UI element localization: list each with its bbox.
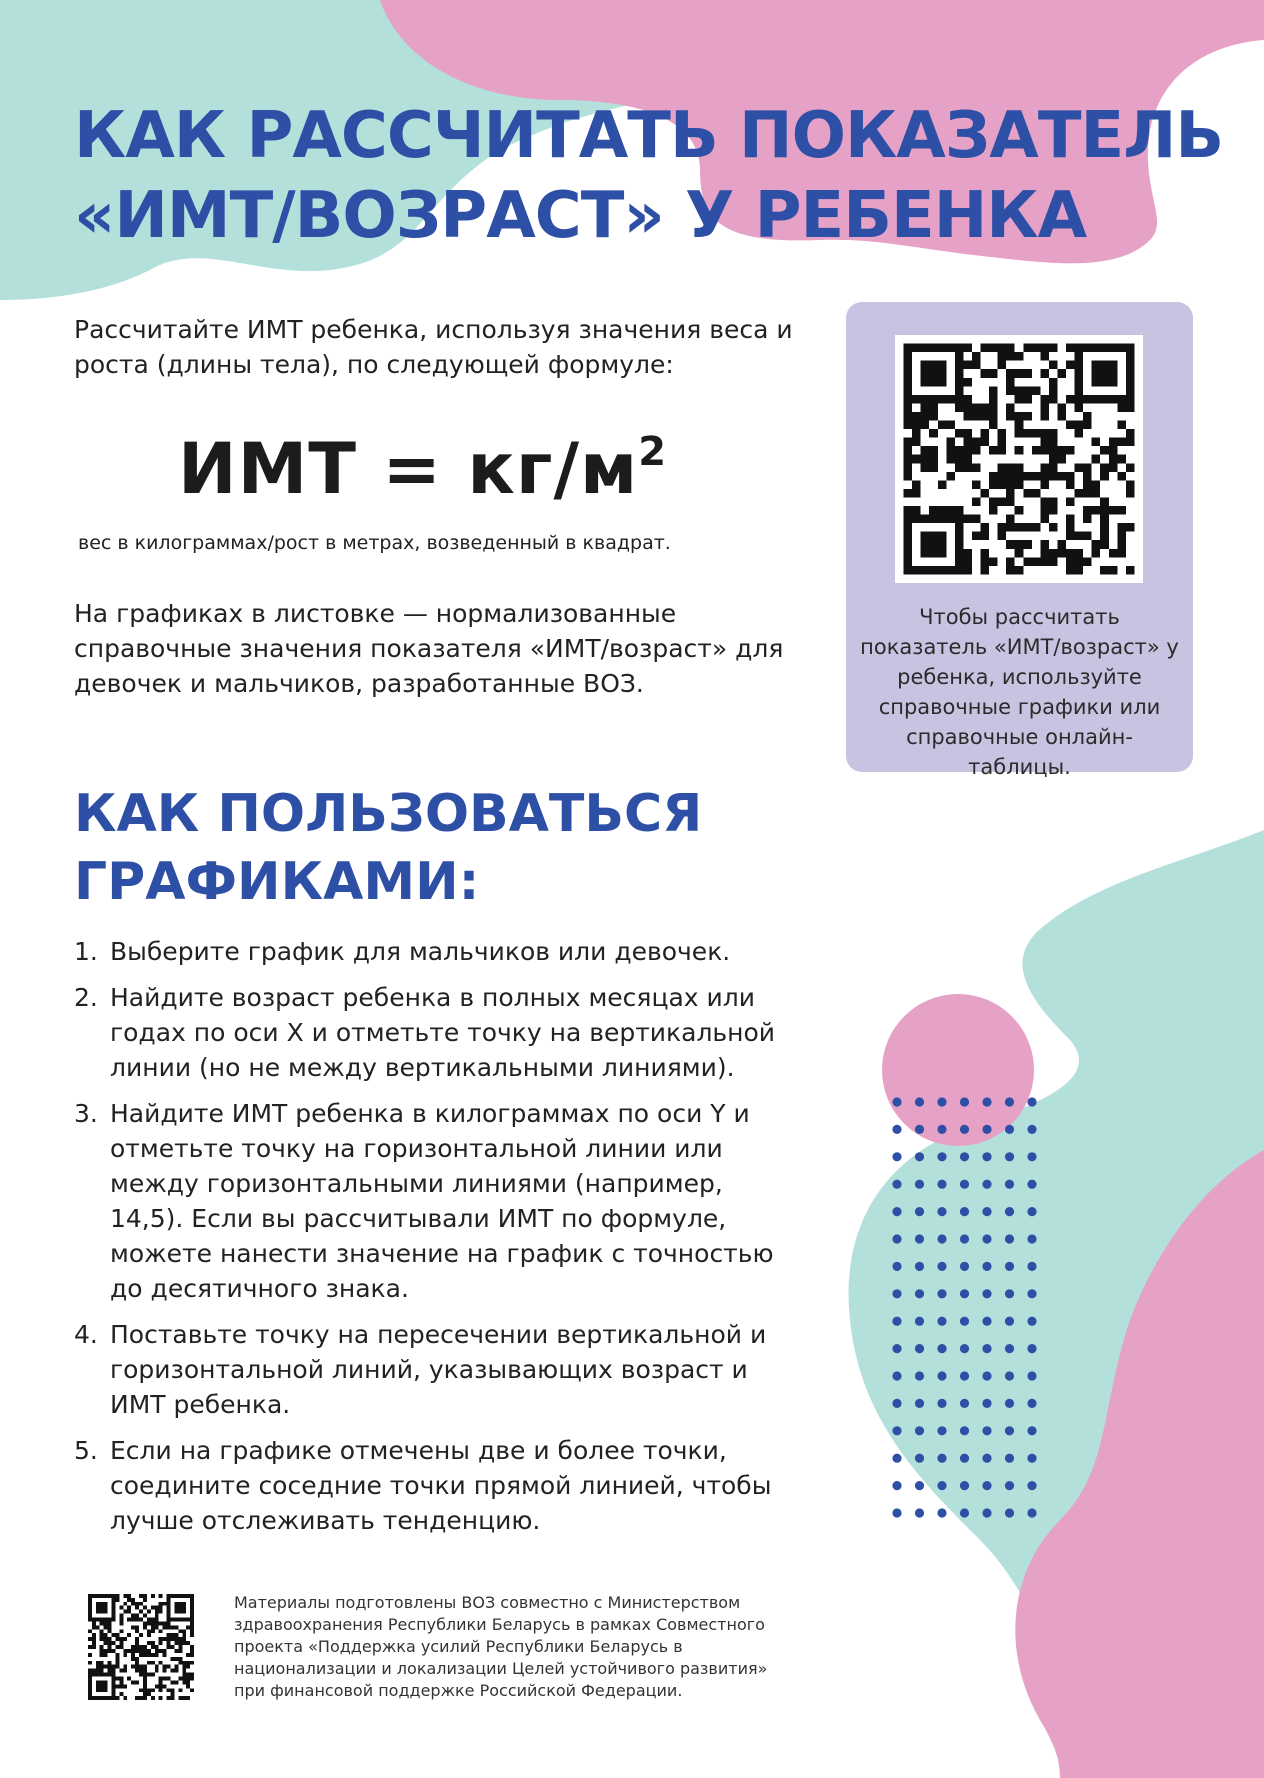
decor-dot (1027, 1426, 1036, 1435)
decor-dot (960, 1454, 969, 1463)
decor-dot (915, 1317, 924, 1326)
decor-dot (892, 1125, 901, 1134)
decor-dot (892, 1289, 901, 1298)
decor-dot (937, 1399, 946, 1408)
decor-dot (1005, 1180, 1014, 1189)
decor-dot (915, 1426, 924, 1435)
decor-dot (1005, 1234, 1014, 1243)
decor-dot (937, 1344, 946, 1353)
formula-exponent: 2 (638, 428, 668, 475)
decor-dot (937, 1289, 946, 1298)
decor-dot (982, 1399, 991, 1408)
decor-dot (892, 1399, 901, 1408)
formula-main: ИМТ = кг/м (178, 428, 639, 510)
decor-dot (915, 1152, 924, 1161)
decor-dot (1005, 1207, 1014, 1216)
decor-dot (982, 1289, 991, 1298)
qr-code-icon[interactable] (84, 1590, 198, 1704)
decor-dot (892, 1426, 901, 1435)
qr-code-icon[interactable] (895, 335, 1143, 583)
decor-dot (937, 1317, 946, 1326)
step-text: Если на графике отмечены две и более точки, соедините соседние точки прямой линией, чтобы лучше отслеживать тенденцию. (110, 1436, 772, 1535)
decor-dot (960, 1317, 969, 1326)
decor-dot (982, 1097, 991, 1106)
decor-dot (937, 1125, 946, 1134)
decor-dot (892, 1508, 901, 1517)
step-text: Найдите возраст ребенка в полных месяцах или годах по оси X и отметьте точку на вертикальной линии (но не между вертикальными линиями). (110, 983, 776, 1082)
decor-dot (982, 1317, 991, 1326)
decor-dot (1027, 1207, 1036, 1216)
decor-dot (1005, 1454, 1014, 1463)
decor-dot (1027, 1399, 1036, 1408)
decor-dot (915, 1180, 924, 1189)
decor-dot (915, 1125, 924, 1134)
decor-dot (960, 1234, 969, 1243)
qr-caption: Чтобы рассчитать показатель «ИМТ/возраст» у ребенка, используйте справочные графики или справочные онлайн-таблицы. (860, 605, 1179, 779)
decor-dot (960, 1399, 969, 1408)
decor-dot (982, 1262, 991, 1271)
decor-dot (960, 1207, 969, 1216)
decor-dot (1027, 1317, 1036, 1326)
decor-dot (892, 1234, 901, 1243)
step-number: 3. (74, 1099, 98, 1128)
step-item (74, 1096, 804, 1306)
step-number: 4. (74, 1320, 98, 1349)
decor-dot (960, 1371, 969, 1380)
decor-dot (960, 1344, 969, 1353)
how-to-line-2: ГРАФИКАМИ: (74, 852, 480, 912)
decor-dot (960, 1481, 969, 1490)
decor-dot (982, 1454, 991, 1463)
decor-dot (892, 1344, 901, 1353)
decor-dot (960, 1152, 969, 1161)
decor-dot (937, 1152, 946, 1161)
decor-dot (937, 1508, 946, 1517)
decor-dot (1005, 1508, 1014, 1517)
decor-dot (1027, 1289, 1036, 1298)
decor-dot (960, 1125, 969, 1134)
how-to-line-1: КАК ПОЛЬЗОВАТЬСЯ (74, 784, 703, 844)
decor-dot (960, 1262, 969, 1271)
decor-dot (960, 1180, 969, 1189)
decor-dot (982, 1481, 991, 1490)
decor-dot (1005, 1399, 1014, 1408)
decor-dot (915, 1097, 924, 1106)
decor-dot (892, 1180, 901, 1189)
decor-dot (892, 1317, 901, 1326)
decor-dot (1027, 1371, 1036, 1380)
decor-dot (1005, 1317, 1014, 1326)
decor-dot (1005, 1289, 1014, 1298)
decor-dot (982, 1371, 991, 1380)
decor-dot (915, 1371, 924, 1380)
how-to-heading (74, 780, 774, 916)
decor-dot (1027, 1180, 1036, 1189)
decor-dot (892, 1097, 901, 1106)
decor-dot (960, 1097, 969, 1106)
decor-dot (937, 1262, 946, 1271)
decor-dot (1027, 1481, 1036, 1490)
decor-dot (982, 1234, 991, 1243)
step-text: Поставьте точку на пересечении вертикальной и горизонтальной линий, указывающих возраст и ИМТ ребенка. (110, 1320, 767, 1419)
decor-dot (960, 1426, 969, 1435)
decor-dot (1027, 1262, 1036, 1271)
formula-note: вес в килограммах/рост в метрах, возведенный в квадрат. (78, 532, 671, 554)
decor-dot (1005, 1426, 1014, 1435)
decor-dot (960, 1289, 969, 1298)
decor-dot (960, 1508, 969, 1517)
decor-dot (1005, 1097, 1014, 1106)
decor-dot (892, 1152, 901, 1161)
decor-dot (937, 1234, 946, 1243)
decor-dot (1005, 1481, 1014, 1490)
decor-dot (937, 1207, 946, 1216)
steps-list (74, 934, 804, 1549)
decor-dot (1027, 1344, 1036, 1353)
step-item (74, 1317, 804, 1422)
decor-dot (892, 1454, 901, 1463)
decor-dot (915, 1508, 924, 1517)
decor-dot (892, 1371, 901, 1380)
decor-dot (937, 1426, 946, 1435)
bmi-formula (178, 428, 667, 510)
decor-dot (915, 1399, 924, 1408)
page-title (74, 96, 1224, 256)
decor-dot (915, 1344, 924, 1353)
decor-dot (982, 1508, 991, 1517)
decor-dot (937, 1481, 946, 1490)
qr-card (846, 302, 1193, 779)
decor-dot (892, 1481, 901, 1490)
decor-dot (1027, 1508, 1036, 1517)
title-line-1: КАК РАССЧИТАТЬ ПОКАЗАТЕЛЬ (74, 99, 1224, 173)
decor-dot (915, 1289, 924, 1298)
decor-dot (1027, 1234, 1036, 1243)
step-number: 1. (74, 937, 98, 966)
title-line-2: «ИМТ/ВОЗРАСТ» У РЕБЕНКА (74, 179, 1087, 253)
pink-circle (882, 994, 1034, 1146)
step-item (74, 980, 804, 1085)
decor-dot (1005, 1152, 1014, 1161)
decor-dot (915, 1234, 924, 1243)
decor-dot (982, 1152, 991, 1161)
decor-dot (937, 1371, 946, 1380)
step-text: Найдите ИМТ ребенка в килограммах по оси Y и отметьте точку на горизонтальной линии или между горизонтальными линиями (например, 14,5). Если вы рассчитывали ИМТ по формуле, можете нанести значение на график с точностью до десятичного знака. (110, 1099, 774, 1303)
decor-dot (1005, 1125, 1014, 1134)
decor-dot (982, 1426, 991, 1435)
credits-text: Материалы подготовлены ВОЗ совместно с Министерством здравоохранения Республики Беларусь в рамках Совместного проекта «Поддержка усилий Республики Беларусь в национализации и локализации Целей устойчивого развития» при финансовой поддержке Российской Федерации. (234, 1593, 768, 1700)
decor-dot (915, 1481, 924, 1490)
decor-dot (937, 1097, 946, 1106)
decor-dot (1005, 1262, 1014, 1271)
decor-dot (1027, 1097, 1036, 1106)
decor-dot (1027, 1454, 1036, 1463)
decor-dot (915, 1207, 924, 1216)
intro-text: Рассчитайте ИМТ ребенка, используя значения веса и роста (длины тела), по следующей формуле: (74, 315, 793, 379)
decor-dot (982, 1125, 991, 1134)
decor-dot (915, 1454, 924, 1463)
step-text: Выберите график для мальчиков или девочек. (110, 937, 731, 966)
decor-dot (982, 1180, 991, 1189)
decor-dot (1005, 1344, 1014, 1353)
decor-dot (982, 1344, 991, 1353)
decor-dot (937, 1454, 946, 1463)
decor-dot (937, 1180, 946, 1189)
decor-dot (982, 1207, 991, 1216)
decor-dot (1027, 1152, 1036, 1161)
decor-dot (892, 1207, 901, 1216)
decor-dot (1027, 1125, 1036, 1134)
charts-info-text: На графиках в листовке — нормализованные справочные значения показателя «ИМТ/возраст» для девочек и мальчиков, разработанные ВОЗ. (74, 599, 784, 698)
decor-dot (1005, 1371, 1014, 1380)
step-item (74, 1433, 804, 1538)
decor-dot (915, 1262, 924, 1271)
step-number: 2. (74, 983, 98, 1012)
decor-dot (892, 1262, 901, 1271)
step-item (74, 934, 804, 969)
step-number: 5. (74, 1436, 98, 1465)
